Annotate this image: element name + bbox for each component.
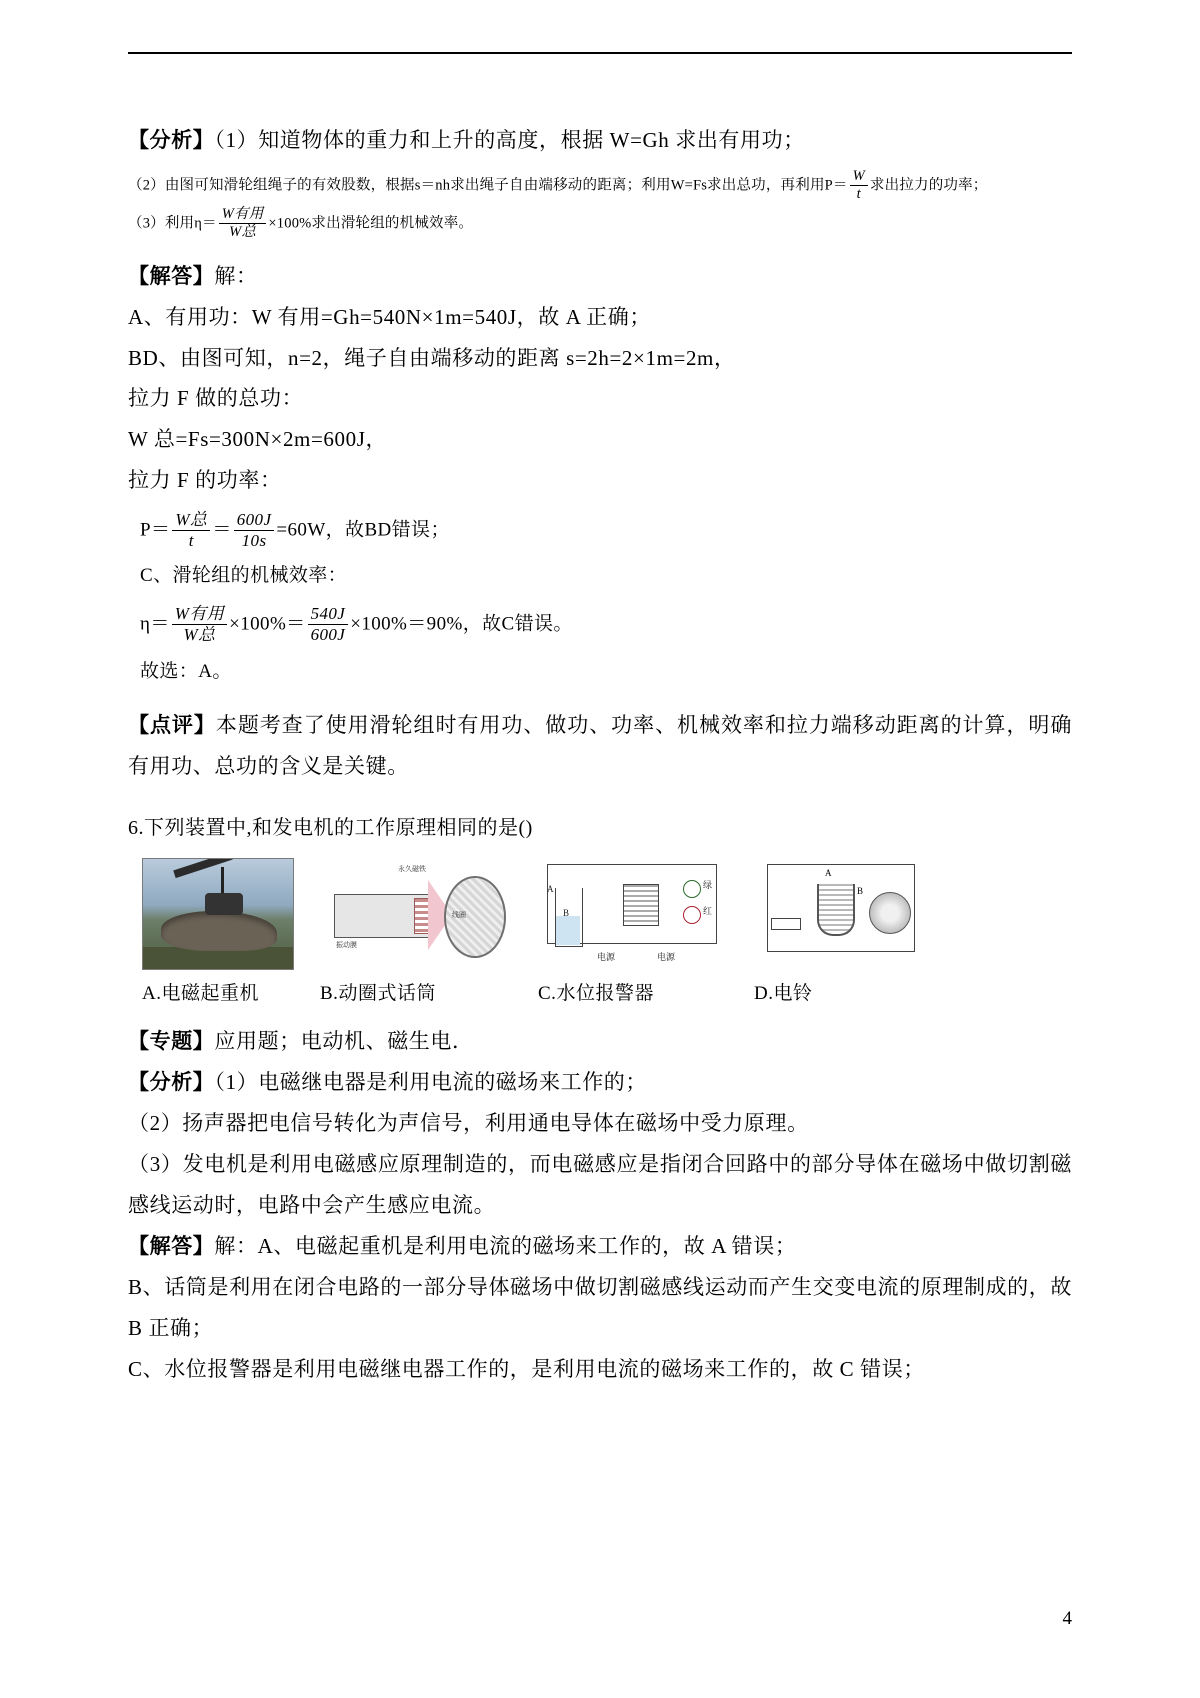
option-a-caption [142,978,320,1005]
mic-magnet-label: 永久磁铁 [398,865,426,874]
power-formula-lhs: P＝ [140,519,171,541]
question-6-stem: 6.下列装置中,和发电机的工作原理相同的是() [128,817,533,840]
answer-lead: 解： [214,263,258,288]
answer-block-q5 [128,256,1072,692]
fraction-numerator: 540J [308,604,349,625]
analysis-item-1: （1）知道物体的重力和上升的高度，根据 W=Gh 求出有用功； [214,128,805,152]
option-c-key: C. [538,983,557,1005]
efficiency-formula-mid: ×100%＝ [229,613,306,635]
fraction-denominator: t [188,530,194,550]
topic-text: 应用题；电动机、磁生电． [214,1029,474,1054]
fraction-numerator: 600J [234,510,275,531]
analysis-line-2 [128,169,1072,203]
answer-total-work: W 总=Fs=300N×2m=600J， [128,427,388,452]
answer-line-bd: BD、由图可知，n=2，绳子自由端移动的距离 s=2h=2×1m=2m， [128,345,736,370]
fraction-540j-over-600j [308,604,349,644]
fraction-numerator: W [850,168,868,186]
q6-answer-label: 【解答】 [128,1234,215,1258]
option-b-label: 动圈式话筒 [338,983,436,1005]
analysis-item-2-pre: （2）由图可知滑轮组绳子的有效股数，根据s＝nh求出绳子自由端移动的距离；利用W=Fs求出总功，再利用P＝ [128,177,848,194]
option-c-label: 水位报警器 [556,983,654,1005]
mic-diaphragm-label: 振动膜 [336,941,357,950]
alarm-relay [623,884,659,926]
power-formula [128,511,1072,551]
alarm-source-label-1: 电源 [597,952,616,963]
bell-battery [771,918,801,930]
fraction-denominator: W总 [229,223,257,240]
moving-coil-microphone-diagram [328,860,503,970]
option-d-caption [754,978,914,1005]
analysis-line-3 [128,207,1072,241]
option-d-key: D. [754,983,774,1005]
comment-text: 本题考查了使用滑轮组时有用功、做功、功率、机械效率和拉力端移动距离的计算，明确有用功、总功的含义是关键。 [128,713,1072,779]
question-6-figures [128,858,1072,970]
fraction-numerator: W有用 [172,604,227,625]
answer-power-title: 拉力 F 的功率： [128,468,282,493]
alarm-label-a: A [547,884,554,895]
question-6-block [128,809,1072,1389]
alarm-water [556,916,580,945]
answer-heading [128,256,1072,297]
comment-paragraph [128,705,1072,787]
fraction-wtotal-over-t [172,510,210,550]
comment-label: 【点评】 [128,713,216,738]
q6-answer-a-text: 解：A、电磁起重机是利用电流的磁场来工作的，故 A 错误； [214,1234,797,1258]
answer-label: 【解答】 [128,263,215,288]
answer-line-c-title: C、滑轮组的机械效率： [140,565,348,587]
alarm-red-label: 红 [703,906,713,917]
page-number: 4 [1062,1608,1072,1629]
q6-analysis-line-1 [128,1062,1072,1103]
power-formula-eq: ＝ [212,519,232,541]
q6-answer-line-c: C、水位报警器是利用电磁继电器工作的，是利用电流的磁场来工作的，故 C 错误； [128,1356,925,1381]
alarm-label-b: B [563,908,570,919]
q6-answer-line-b: B、话筒是利用在闭合电路的一部分导体磁场中做切割磁感线运动而产生交变电流的原理制成的，故 B 正确； [128,1274,1072,1340]
analysis-item-2-post: 求出拉力的功率； [869,177,988,194]
water-level-alarm-diagram [537,858,727,970]
q6-analysis-line-2: （2）扬声器把电信号转化为声信号，利用通电导体在磁场中受力原理。 [128,1111,809,1136]
analysis-label: 【分析】 [128,128,215,152]
mic-coil-label: 线圈 [452,911,466,920]
alarm-green-label: 绿 [703,880,713,891]
q6-analysis-line-3: （3）发电机是利用电磁感应原理制造的，而电磁感应是指闭合回路中的部分导体在磁场中做切割磁感线运动时，电路中会产生感应电流。 [128,1152,1072,1218]
fraction-denominator: W总 [183,624,216,644]
comment-block-q5 [128,705,1072,787]
topic-label: 【专题】 [128,1029,215,1054]
analysis-item-3-pre: （3）利用η＝ [128,215,217,232]
page-content [128,0,1072,1390]
crane-cable [221,867,224,895]
electric-bell-diagram [761,858,921,970]
option-b-caption [320,978,538,1005]
fraction-denominator: 10s [241,530,267,550]
fraction-600j-over-10s [234,510,275,550]
efficiency-formula-lhs: η＝ [140,613,170,635]
electromagnetic-crane-image [142,858,294,970]
q6-answer-line-a [128,1226,1072,1267]
fraction-numerator: W总 [172,510,210,531]
option-a-label: 电磁起重机 [161,983,259,1005]
fraction-numerator: W有用 [219,206,267,224]
analysis-line-1 [128,120,1072,161]
power-formula-result: =60W，故BD错误； [276,519,450,541]
analysis-block-q5 [128,120,1072,242]
topic-line [128,1021,1072,1062]
q6-analysis-item-1: （1）电磁继电器是利用电流的磁场来工作的； [214,1070,648,1095]
fraction-denominator: 600J [310,624,346,644]
question-6-option-captions [128,978,1072,1005]
bell-label-a: A [825,868,832,879]
alarm-source-label-2: 电源 [657,952,676,963]
answer-total-work-title: 拉力 F 做的总功： [128,386,304,411]
bell-electromagnet [817,884,855,936]
option-b-key: B. [320,983,339,1005]
option-d-label: 电铃 [773,983,813,1005]
crane-magnet [205,893,243,915]
bell-gong [869,892,911,934]
efficiency-formula [128,605,1072,645]
q6-analysis-label: 【分析】 [128,1070,215,1095]
fraction-w-over-t [850,168,868,202]
option-c-caption [538,978,754,1005]
fraction-wuseful-over-wtotal [219,206,267,240]
bell-label-b: B [857,886,864,897]
analysis-item-3-post: ×100%求出滑轮组的机械效率。 [268,215,474,232]
scrap-pile [161,911,277,951]
answer-choice: 故选：A。 [140,661,232,683]
efficiency-formula-result: ×100%＝90%，故C错误。 [350,613,573,635]
option-a-key: A. [142,983,162,1005]
answer-line-a: A、有用功：W 有用=Gh=540N×1m=540J，故 A 正确； [128,304,651,329]
fraction-denominator: t [856,185,861,202]
fraction-wuseful-over-wtotal [172,604,227,644]
